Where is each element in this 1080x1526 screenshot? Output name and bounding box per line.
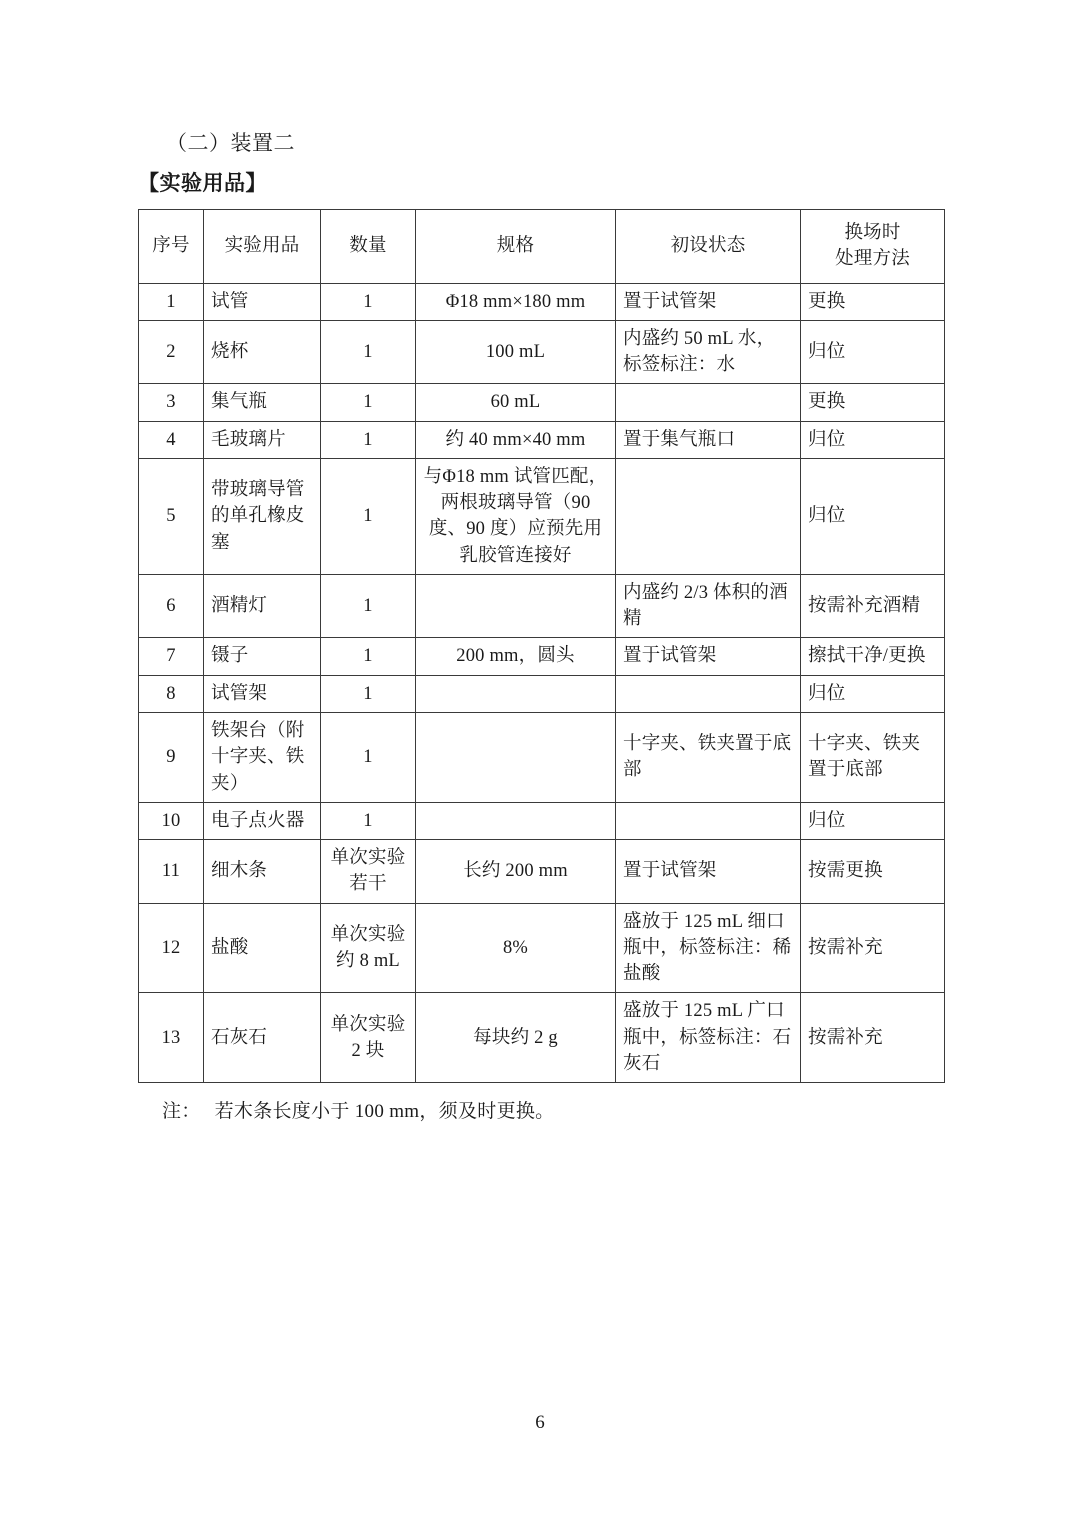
block-heading: 【实验用品】 <box>138 170 267 195</box>
cell-name: 烧杯 <box>204 320 321 384</box>
cell-spec <box>416 712 616 802</box>
header-cell-name: 实验用品 <box>204 210 321 284</box>
cell-quantity: 1 <box>321 802 416 839</box>
cell-action: 归位 <box>801 421 945 458</box>
header-changeover-line1: 换场时 <box>844 223 901 243</box>
cell-quantity: 1 <box>321 574 416 638</box>
cell-name: 石灰石 <box>204 993 321 1083</box>
cell-spec: 长约 200 mm <box>416 840 616 904</box>
cell-quantity: 1 <box>321 421 416 458</box>
cell-index: 13 <box>139 993 204 1083</box>
cell-quantity: 1 <box>321 458 416 574</box>
cell-action: 按需补充 <box>801 993 945 1083</box>
cell-spec: 与Φ18 mm 试管匹配，两根玻璃导管（90 度、90 度）应预先用乳胶管连接好 <box>416 458 616 574</box>
cell-name: 铁架台（附十字夹、铁夹） <box>204 712 321 802</box>
cell-index: 5 <box>139 458 204 574</box>
cell-action: 归位 <box>801 458 945 574</box>
table-row <box>139 675 945 712</box>
experiment-supplies-table <box>138 209 945 1083</box>
cell-initial-state: 置于试管架 <box>616 283 801 320</box>
header-cell-initial-state: 初设状态 <box>616 210 801 284</box>
cell-spec: 200 mm，圆头 <box>416 638 616 675</box>
cell-initial-state: 盛放于 125 mL 细口瓶中，标签标注：稀盐酸 <box>616 903 801 993</box>
cell-quantity: 单次实验约 8 mL <box>321 903 416 993</box>
table-row <box>139 283 945 320</box>
cell-quantity: 单次实验2 块 <box>321 993 416 1083</box>
table-row <box>139 840 945 904</box>
cell-spec: 60 mL <box>416 384 616 421</box>
table-row <box>139 320 945 384</box>
table-row <box>139 802 945 839</box>
cell-spec: 100 mL <box>416 320 616 384</box>
page-content <box>138 128 944 1123</box>
cell-initial-state <box>616 458 801 574</box>
cell-initial-state: 置于集气瓶口 <box>616 421 801 458</box>
header-cell-index: 序号 <box>139 210 204 284</box>
cell-quantity: 1 <box>321 712 416 802</box>
cell-index: 2 <box>139 320 204 384</box>
cell-name: 镊子 <box>204 638 321 675</box>
cell-name: 试管架 <box>204 675 321 712</box>
cell-quantity: 1 <box>321 675 416 712</box>
cell-name: 细木条 <box>204 840 321 904</box>
table-row <box>139 993 945 1083</box>
table-header-row <box>139 210 945 284</box>
cell-name: 集气瓶 <box>204 384 321 421</box>
footnote <box>162 1096 944 1123</box>
table-row <box>139 384 945 421</box>
cell-action: 归位 <box>801 320 945 384</box>
cell-action: 更换 <box>801 384 945 421</box>
cell-action: 按需更换 <box>801 840 945 904</box>
cell-spec: Φ18 mm×180 mm <box>416 283 616 320</box>
cell-spec <box>416 574 616 638</box>
cell-spec: 每块约 2 g <box>416 993 616 1083</box>
cell-initial-state: 十字夹、铁夹置于底部 <box>616 712 801 802</box>
table-row <box>139 574 945 638</box>
cell-index: 9 <box>139 712 204 802</box>
cell-name: 带玻璃导管的单孔橡皮塞 <box>204 458 321 574</box>
cell-spec <box>416 802 616 839</box>
cell-index: 12 <box>139 903 204 993</box>
table-row <box>139 638 945 675</box>
cell-initial-state: 内盛约 2/3 体积的酒精 <box>616 574 801 638</box>
footnote-label: 注： <box>162 1101 201 1123</box>
cell-initial-state: 置于试管架 <box>616 638 801 675</box>
table-header <box>139 210 945 284</box>
table-body <box>139 283 945 1083</box>
cell-index: 10 <box>139 802 204 839</box>
cell-action: 归位 <box>801 802 945 839</box>
cell-quantity: 1 <box>321 283 416 320</box>
cell-name: 酒精灯 <box>204 574 321 638</box>
cell-spec: 约 40 mm×40 mm <box>416 421 616 458</box>
table-row <box>139 458 945 574</box>
cell-initial-state <box>616 675 801 712</box>
cell-index: 6 <box>139 574 204 638</box>
header-cell-spec: 规格 <box>416 210 616 284</box>
cell-action: 归位 <box>801 675 945 712</box>
cell-index: 7 <box>139 638 204 675</box>
cell-index: 3 <box>139 384 204 421</box>
cell-action: 按需补充 <box>801 903 945 993</box>
cell-index: 8 <box>139 675 204 712</box>
header-changeover-line2: 处理方法 <box>835 249 910 270</box>
cell-action: 按需补充酒精 <box>801 574 945 638</box>
page-number: 6 <box>535 1412 545 1433</box>
cell-name: 试管 <box>204 283 321 320</box>
cell-action: 十字夹、铁夹置于底部 <box>801 712 945 802</box>
cell-initial-state: 内盛约 50 mL 水，标签标注：水 <box>616 320 801 384</box>
cell-initial-state: 盛放于 125 mL 广口瓶中，标签标注：石灰石 <box>616 993 801 1083</box>
cell-initial-state <box>616 802 801 839</box>
table-row <box>139 712 945 802</box>
header-cell-changeover-action <box>801 210 945 284</box>
cell-index: 11 <box>139 840 204 904</box>
cell-initial-state: 置于试管架 <box>616 840 801 904</box>
footnote-text: 若木条长度小于 100 mm，须及时更换。 <box>214 1101 555 1123</box>
cell-index: 4 <box>139 421 204 458</box>
cell-action: 更换 <box>801 283 945 320</box>
cell-name: 电子点火器 <box>204 802 321 839</box>
cell-spec <box>416 675 616 712</box>
header-cell-quantity: 数量 <box>321 210 416 284</box>
table-row <box>139 421 945 458</box>
cell-index: 1 <box>139 283 204 320</box>
section-title: （二）装置二 <box>166 131 295 155</box>
cell-initial-state <box>616 384 801 421</box>
table-row <box>139 903 945 993</box>
cell-spec: 8% <box>416 903 616 993</box>
cell-name: 盐酸 <box>204 903 321 993</box>
cell-quantity: 1 <box>321 384 416 421</box>
cell-name: 毛玻璃片 <box>204 421 321 458</box>
cell-quantity: 单次实验若干 <box>321 840 416 904</box>
cell-action: 擦拭干净/更换 <box>801 638 945 675</box>
cell-quantity: 1 <box>321 638 416 675</box>
cell-quantity: 1 <box>321 320 416 384</box>
